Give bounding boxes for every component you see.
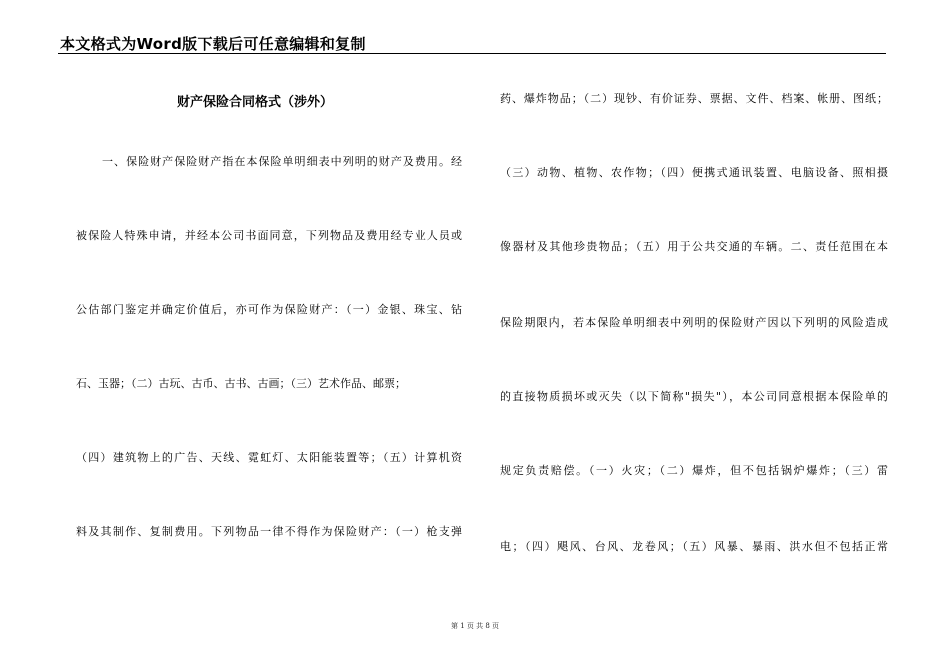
paragraph-line: （四）建筑物上的广告、天线、霓虹灯、太阳能装置等；（五）计算机资: [76, 451, 462, 464]
paragraph-line: 电；（四）飓风、台风、龙卷风；（五）风暴、暴雨、洪水但不包括正常: [500, 540, 888, 553]
paragraph-line: （三）动物、植物、农作物；（四）便携式通讯装置、电脑设备、照相摄: [500, 166, 888, 179]
page-number-footer: 第 1 页 共 8 页: [450, 622, 500, 630]
paragraph-line: 保险期限内，若本保险单明细表中列明的保险财产因以下列明的风险造成: [500, 316, 888, 329]
page-banner: 本文格式为Word版下载后可任意编辑和复制: [60, 35, 366, 53]
document-title: 财产保险合同格式（涉外）: [177, 95, 334, 110]
paragraph-line: 像器材及其他珍贵物品；（五）用于公共交通的车辆。二、责任范围在本: [500, 240, 888, 253]
paragraph-line: 公估部门鉴定并确定价值后，亦可作为保险财产：（一）金银、珠宝、钻: [76, 303, 462, 316]
paragraph-line: 料及其制作、复制费用。下列物品一律不得作为保险财产：（一）枪支弹: [76, 525, 462, 538]
paragraph-line: 药、爆炸物品；（二）现钞、有价证券、票据、文件、档案、帐册、图纸；: [500, 92, 888, 105]
paragraph-line: 石、玉器；（二）古玩、古币、古书、古画；（三）艺术作品、邮票；: [76, 377, 406, 390]
paragraph-line: 规定负责赔偿。（一）火灾；（二）爆炸，但不包括锅炉爆炸；（三）雷: [500, 464, 888, 477]
paragraph-line: 一、保险财产保险财产指在本保险单明细表中列明的财产及费用。经: [102, 155, 462, 168]
paragraph-line: 的直接物质损坏或灭失（以下简称"损失"），本公司同意根据本保险单的: [500, 390, 888, 403]
banner-divider: [58, 53, 886, 54]
paragraph-line: 被保险人特殊申请，并经本公司书面同意，下列物品及费用经专业人员或: [76, 229, 462, 242]
